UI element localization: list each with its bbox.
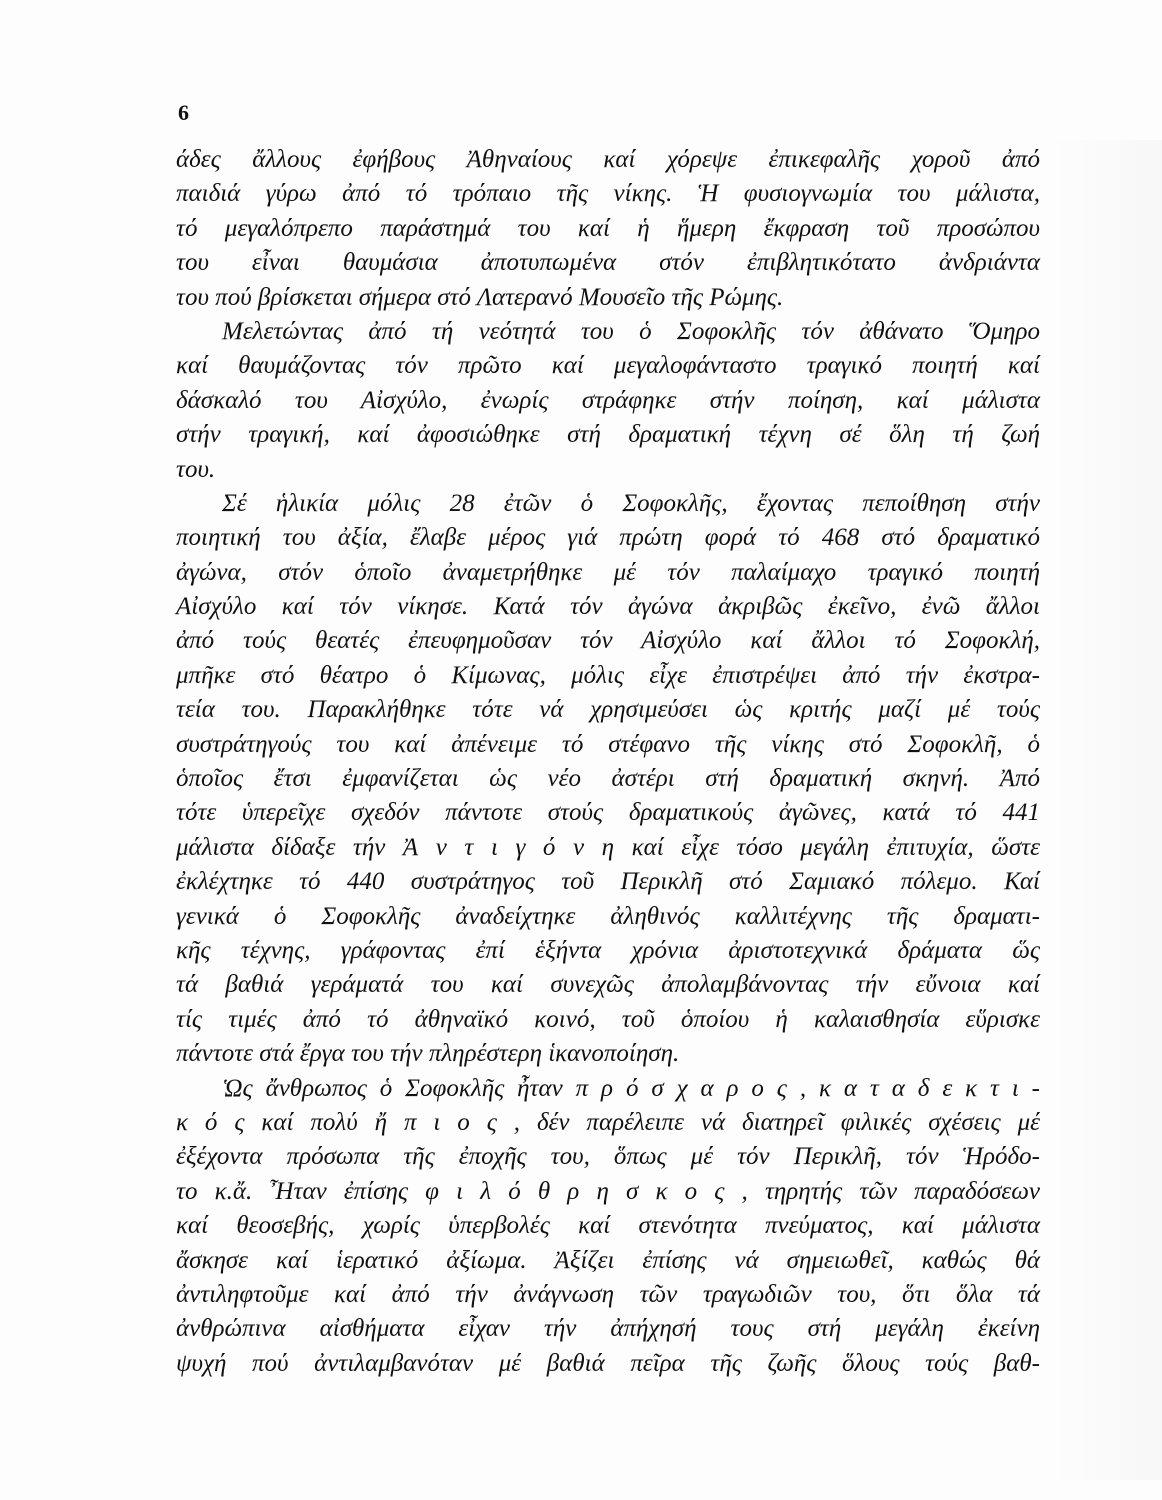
text-line: Σέ ἡλικία μόλις 28 ἐτῶν ὁ Σοφοκλῆς, ἔχοντας πεποίθηση στήν bbox=[222, 489, 1040, 517]
text-line: ἐξέχοντα πρόσωπα τῆς ἐποχῆς του, ὅπως μέ τόν Περικλῆ, τόν Ἡρόδο- bbox=[176, 1143, 1040, 1171]
text-line: ἄσκησε καί ἱερατικό ἀξίωμα. Ἀξίζει ἐπίσης νά σημειωθεῖ, καθώς θά bbox=[176, 1246, 1040, 1274]
text-line: του πού βρίσκεται σήμερα στό Λατερανό Μουσεῖο τῆς Ρώμης. bbox=[176, 283, 784, 311]
text-line: ἀντιληφτοῦμε καί ἀπό τήν ἀνάγνωση τῶν τραγωδιῶν του, ὅτι ὅλα τά bbox=[176, 1280, 1040, 1308]
text-line: μπῆκε στό θέατρο ὁ Κίμωνας, μόλις εἶχε ἐπιστρέψει ἀπό τήν ἐκστρα- bbox=[176, 661, 1040, 689]
text-line: τίς τιμές ἀπό τό ἀθηναϊκό κοινό, τοῦ ὁποίου ἡ καλαισθησία εὕρισκε bbox=[176, 1005, 1040, 1033]
text-line: ἀνθρώπινα αἰσθήματα εἶχαν τήν ἀπήχησή τους στή μεγάλη ἐκείνη bbox=[176, 1315, 1040, 1343]
text-line: παιδιά γύρω ἀπό τό τρόπαιο τῆς νίκης. Ἡ φυσιογνωμία του μάλιστα, bbox=[176, 180, 1040, 208]
text-line: Ὡς ἄνθρωπος ὁ Σοφοκλῆς ἦταν π ρ ό σ χ α ρ ο ς , κ α τ α δ ε κ τ ι - bbox=[222, 1074, 1040, 1102]
text-line: κῆς τέχνης, γράφοντας ἐπί ἑξήντα χρόνια ἀριστοτεχνικά δράματα ὥς bbox=[176, 936, 1040, 964]
text-line: ποιητική του ἀξία, ἔλαβε μέρος γιά πρώτη φορά τό 468 στό δραματικό bbox=[176, 524, 1040, 552]
text-line: τεία του. Παρακλήθηκε τότε νά χρησιμεύσει ὡς κριτής μαζί μέ τούς bbox=[176, 696, 1040, 724]
body-text bbox=[176, 143, 1040, 1381]
bleed-through-margin bbox=[1052, 140, 1162, 1480]
text-line: δάσκαλό του Αἰσχύλο, ἐνωρίς στράφηκε στήν ποίηση, καί μάλιστα bbox=[176, 386, 1040, 414]
text-line: άδες ἄλλους ἐφήβους Ἀθηναίους καί χόρεψε ἐπικεφαλῆς χοροῦ ἀπό bbox=[176, 146, 1040, 173]
text-line: το κ.ἄ. Ἦταν ἐπίσης φ ι λ ό θ ρ η σ κ ο ς , τηρητής τῶν παραδόσεων bbox=[176, 1177, 1040, 1205]
text-line: του. bbox=[176, 455, 216, 483]
text-line: καί θεοσεβής, χωρίς ὑπερβολές καί στενότητα πνεύματος, καί μάλιστα bbox=[176, 1212, 1040, 1240]
text-line: τό μεγαλόπρεπο παράστημά του καί ἡ ἥμερη ἔκφραση τοῦ προσώπου bbox=[176, 214, 1040, 242]
text-line: στήν τραγική, καί ἀφοσιώθηκε στή δραματική τέχνη σέ ὅλη τή ζωή bbox=[176, 421, 1040, 449]
text-line: ψυχή πού ἀντιλαμβανόταν μέ βαθιά πεῖρα τῆς ζωῆς ὅλους τούς βαθ- bbox=[176, 1349, 1040, 1377]
text-line: ὁποῖος ἔτσι ἐμφανίζεται ὡς νέο ἀστέρι στή δραματική σκηνή. Ἀπό bbox=[176, 765, 1040, 793]
text-line: του εἶναι θαυμάσια ἀποτυπωμένα στόν ἐπιβλητικότατο ἀνδριάντα bbox=[176, 249, 1040, 277]
text-line: καί θαυμάζοντας τόν πρῶτο καί μεγαλοφάνταστο τραγικό ποιητή καί bbox=[176, 352, 1040, 380]
text-line: τά βαθιά γεράματά του καί συνεχῶς ἀπολαμβάνοντας τήν εὔνοια καί bbox=[176, 971, 1040, 999]
text-line: ἀγώνα, στόν ὁποῖο ἀναμετρήθηκε μέ τόν παλαίμαχο τραγικό ποιητή bbox=[176, 558, 1040, 586]
text-line: τότε ὑπερεῖχε σχεδόν πάντοτε στούς δραματικούς ἀγῶνες, κατά τό 441 bbox=[176, 799, 1040, 827]
text-line: κ ό ς καί πολύ ἤ π ι ο ς , δέν παρέλειπε νά διατηρεῖ φιλικές σχέσεις μέ bbox=[176, 1108, 1040, 1136]
text-line: ἀπό τούς θεατές ἐπευφημοῦσαν τόν Αἰσχύλο καί ἄλλοι τό Σοφοκλή, bbox=[176, 627, 1040, 655]
text-line: Μελετώντας ἀπό τή νεότητά του ὁ Σοφοκλῆς τόν ἀθάνατο Ὅμηρο bbox=[222, 317, 1040, 345]
page-number: 6 bbox=[178, 100, 189, 125]
text-line: συστράτηγούς του καί ἀπένειμε τό στέφανο τῆς νίκης στό Σοφοκλῆ, ὁ bbox=[176, 730, 1040, 758]
text-line: Αἰσχύλο καί τόν νίκησε. Κατά τόν ἀγώνα ἀκριβῶς ἐκεῖνο, ἐνῶ ἄλλοι bbox=[176, 593, 1040, 621]
text-line: ἐκλέχτηκε τό 440 συστράτηγος τοῦ Περικλῆ στό Σαμιακό πόλεμο. Καί bbox=[176, 868, 1040, 896]
text-line: γενικά ὁ Σοφοκλῆς ἀναδείχτηκε ἀληθινός καλλιτέχνης τῆς δραματι- bbox=[176, 902, 1040, 930]
text-line: μάλιστα δίδαξε τήν Ἀ ν τ ι γ ό ν η καί εἶχε τόσο μεγάλη ἐπιτυχία, ὥστε bbox=[176, 833, 1040, 861]
text-line: πάντοτε στά ἔργα του τήν πληρέστερη ἱκανοποίηση. bbox=[176, 1040, 680, 1068]
